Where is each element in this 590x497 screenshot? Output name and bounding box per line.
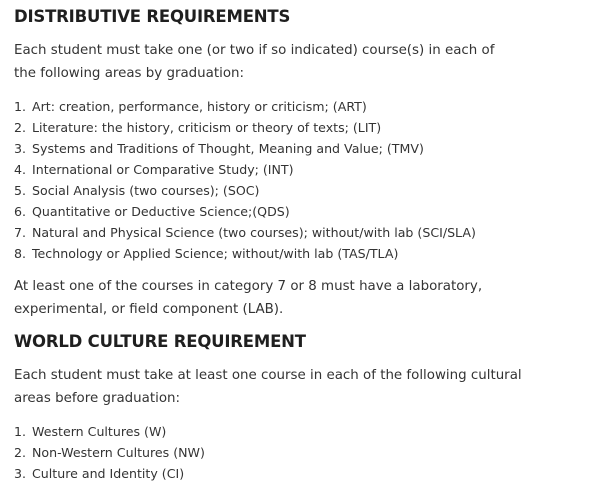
- list-item-text: Culture and Identity (CI): [32, 466, 185, 481]
- list-item: [14, 243, 582, 264]
- list-item-number: 3.: [14, 141, 27, 156]
- list-item: [14, 421, 582, 442]
- list-item: [14, 442, 582, 463]
- list-item: [14, 201, 582, 222]
- list-item: [14, 463, 582, 484]
- list-item-text: Quantitative or Deductive Science;(QDS): [32, 204, 290, 219]
- list-item-text: Non-Western Cultures (NW): [32, 445, 205, 460]
- list-item: [14, 180, 582, 201]
- world-culture-list: [14, 421, 582, 484]
- world-culture-requirement-heading: WORLD CULTURE REQUIREMENT: [14, 332, 306, 351]
- list-item-number: 5.: [14, 183, 27, 198]
- list-item-number: 2.: [14, 120, 27, 135]
- list-item: [14, 222, 582, 243]
- list-item: [14, 159, 582, 180]
- list-item: [14, 138, 582, 159]
- list-item-text: Systems and Traditions of Thought, Meaning and Value; (TMV): [32, 141, 424, 156]
- list-item-number: 4.: [14, 162, 27, 177]
- list-item-text: International or Comparative Study; (INT): [32, 162, 294, 177]
- list-item-text: Technology or Applied Science; without/with lab (TAS/TLA): [32, 246, 399, 261]
- list-item-number: 2.: [14, 445, 27, 460]
- requirements-document: [14, 6, 582, 484]
- list-item-text: Western Cultures (W): [32, 424, 167, 439]
- list-item-number: 8.: [14, 246, 27, 261]
- list-item-text: Art: creation, performance, history or criticism; (ART): [32, 99, 367, 114]
- list-item-text: Natural and Physical Science (two courses); without/with lab (SCI/SLA): [32, 225, 476, 240]
- distributive-intro-text: Each student must take one (or two if so indicated) course(s) in each of the following areas by graduation:: [14, 43, 495, 81]
- distributive-requirements-heading: DISTRIBUTIVE REQUIREMENTS: [14, 7, 291, 26]
- list-item-text: Literature: the history, criticism or theory of texts; (LIT): [32, 120, 382, 135]
- lab-requirement-note: At least one of the courses in category 7 or 8 must have a laboratory, experimental, or field component (LAB).: [14, 279, 483, 317]
- list-item: [14, 96, 582, 117]
- list-item: [14, 117, 582, 138]
- list-item-number: 7.: [14, 225, 27, 240]
- list-item-number: 3.: [14, 466, 27, 481]
- list-item-number: 1.: [14, 424, 27, 439]
- world-culture-intro-text: Each student must take at least one course in each of the following cultural areas before graduation:: [14, 368, 522, 406]
- list-item-text: Social Analysis (two courses); (SOC): [32, 183, 260, 198]
- distributive-requirements-list: [14, 96, 582, 264]
- list-item-number: 1.: [14, 99, 27, 114]
- list-item-number: 6.: [14, 204, 27, 219]
